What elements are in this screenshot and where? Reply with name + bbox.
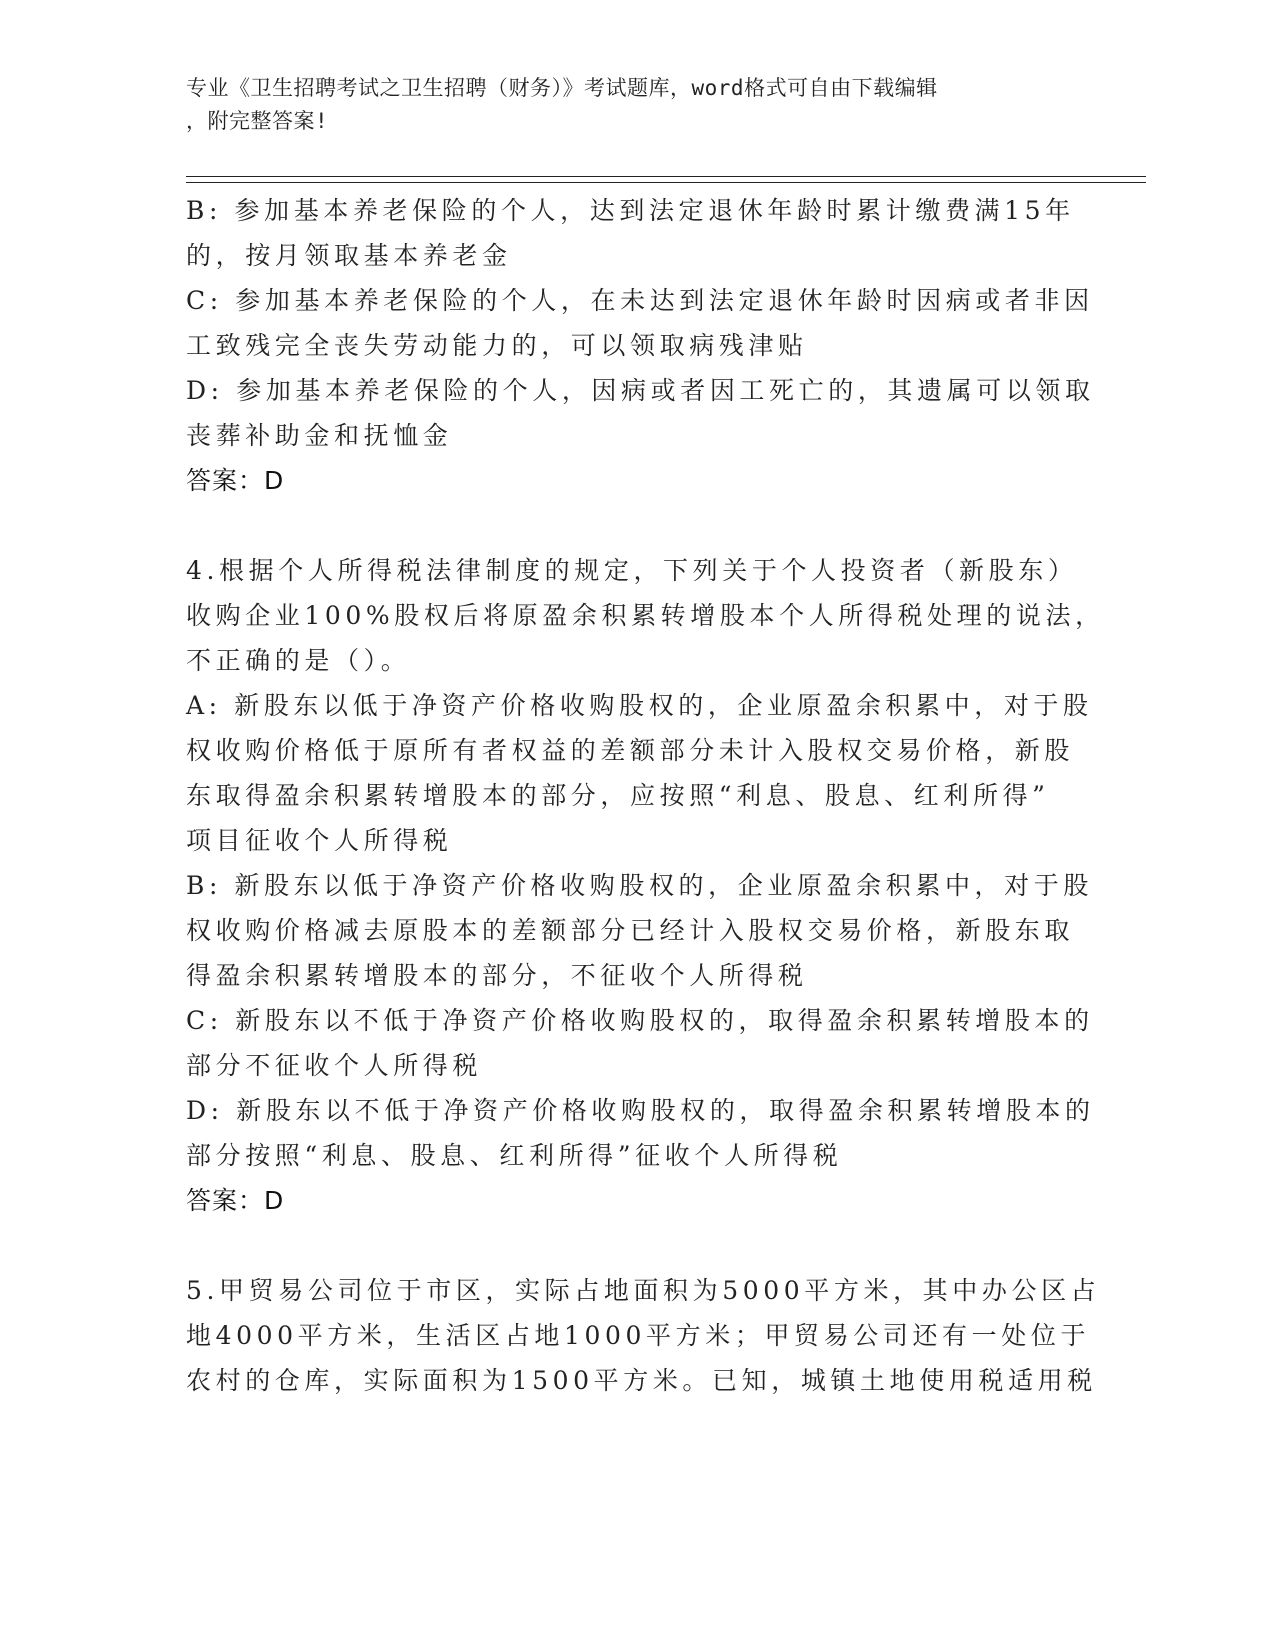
question-4-option-c [186, 998, 1094, 1088]
header-divider [186, 176, 1146, 183]
question-4-stem [186, 548, 1105, 683]
option-line: 项目征收个人所得税 [186, 826, 453, 855]
stem-line: 地4000平方米，生活区占地1000平方米；甲贸易公司还有一处位于 [186, 1321, 1091, 1350]
option-line: C: 新股东以不低于净资产价格收购股权的，取得盈余积累转增股本的 [186, 1006, 1094, 1035]
option-line: 部分按照“利息、股息、红利所得”征收个人所得税 [186, 1141, 843, 1170]
option-line: A: 新股东以低于净资产价格收购股权的，企业原盈余积累中，对于股 [186, 691, 1093, 720]
stem-line: 5.甲贸易公司位于市区，实际占地面积为5000平方米，其中办公区占 [186, 1276, 1101, 1305]
question-4-option-b [186, 863, 1093, 998]
option-line: 部分不征收个人所得税 [186, 1051, 483, 1080]
option-line: D: 新股东以不低于净资产价格收购股权的，取得盈余积累转增股本的 [186, 1096, 1095, 1125]
option-line: B: 新股东以低于净资产价格收购股权的，企业原盈余积累中，对于股 [186, 871, 1093, 900]
header-title-line-1: 专业《卫生招聘考试之卫生招聘（财务）》考试题库，word格式可自由下载编辑 [186, 76, 938, 100]
option-line: 得盈余积累转增股本的部分，不征收个人所得税 [186, 961, 808, 990]
spacer [186, 503, 1066, 548]
stem-line: 收购企业100%股权后将原盈余积累转增股本个人所得税处理的说法， [186, 601, 1105, 630]
question-3-option-d [186, 368, 1095, 458]
option-line: 东取得盈余积累转增股本的部分，应按照“利息、股息、红利所得” [186, 781, 1050, 810]
option-line: 丧葬补助金和抚恤金 [186, 421, 453, 450]
header-title-line-2: ，附完整答案! [186, 109, 329, 133]
option-line: 权收购价格减去原股本的差额部分已经计入股权交易价格，新股东取 [186, 916, 1075, 945]
question-4-option-a [186, 683, 1093, 863]
document-body [186, 188, 1105, 1403]
stem-line: 不正确的是（）。 [186, 646, 411, 675]
question-5-stem [186, 1268, 1101, 1403]
spacer [186, 1223, 1066, 1268]
option-line: 的，按月领取基本养老金 [186, 241, 512, 270]
question-4-option-d [186, 1088, 1095, 1178]
question-3-option-b [186, 188, 1075, 278]
option-line: 工致残完全丧失劳动能力的，可以领取病残津贴 [186, 331, 808, 360]
stem-line: 4.根据个人所得税法律制度的规定，下列关于个人投资者（新股东） [186, 556, 1078, 585]
option-line: C: 参加基本养老保险的个人，在未达到法定退休年龄时因病或者非因 [186, 286, 1094, 315]
page-header [186, 72, 1066, 138]
question-3-option-c [186, 278, 1094, 368]
stem-line: 农村的仓库，实际面积为1500平方米。已知，城镇土地使用税适用税 [186, 1366, 1097, 1395]
question-3-answer: 答案：D [186, 466, 285, 495]
option-line: 权收购价格低于原所有者权益的差额部分未计入股权交易价格，新股 [186, 736, 1075, 765]
option-line: B: 参加基本养老保险的个人，达到法定退休年龄时累计缴费满15年 [186, 196, 1075, 225]
option-line: D: 参加基本养老保险的个人，因病或者因工死亡的，其遗属可以领取 [186, 376, 1095, 405]
question-4-answer: 答案：D [186, 1186, 285, 1215]
